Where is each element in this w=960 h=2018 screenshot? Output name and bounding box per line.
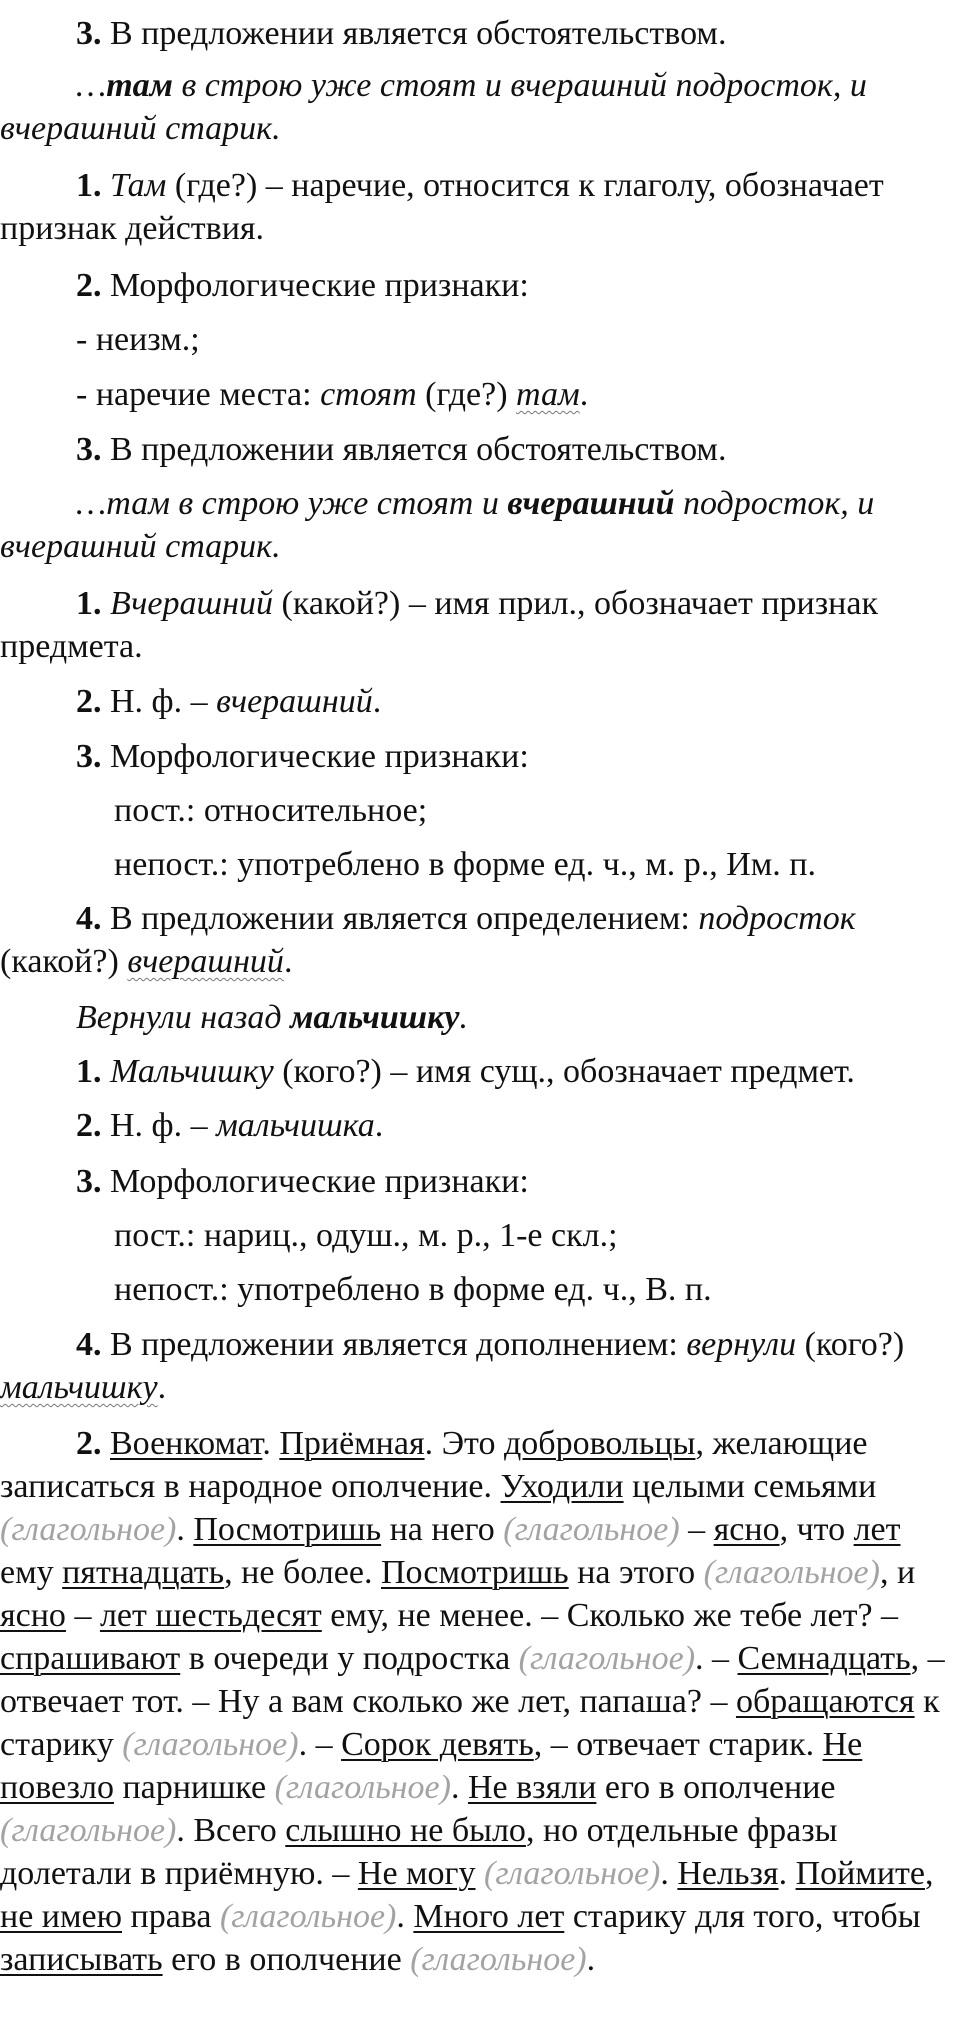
underlined-predicate: Много лет — [413, 1898, 565, 1935]
text: Морфологические признаки: — [101, 738, 529, 775]
underlined-predicate: Не могу — [357, 1855, 476, 1892]
highlighted-word: мальчишку — [290, 999, 460, 1036]
item-number: 3. — [76, 1163, 102, 1200]
text: . — [176, 1511, 194, 1548]
text: (где?) — [416, 376, 517, 413]
item-number: 1. — [76, 1053, 102, 1090]
underlined-predicate: спрашивают — [0, 1640, 181, 1677]
item-number: 4. — [76, 1326, 102, 1363]
text: , – отвечает тот. – Ну а вам сколько же лет, папаша? – — [0, 1640, 945, 1720]
underlined-predicate: обращаются — [735, 1683, 915, 1720]
sentence-type-note: (глагольное) — [410, 1941, 587, 1978]
text: . — [372, 683, 382, 720]
underlined-word: вчерашний — [127, 943, 284, 980]
sentence-type-note: (глагольное) — [503, 1511, 680, 1548]
word: Мальчишку — [110, 1053, 274, 1090]
word: стоят — [320, 376, 417, 413]
underlined-predicate: Нельзя — [677, 1855, 779, 1892]
paragraph — [0, 428, 956, 471]
text: ему — [0, 1554, 63, 1591]
text: В предложении является дополнением: — [101, 1326, 687, 1363]
item-number: 3. — [76, 431, 102, 468]
underlined-predicate: Уходили — [500, 1468, 624, 1505]
text: целыми семьями — [623, 1468, 877, 1505]
item-number: 4. — [76, 900, 102, 937]
sentence-type-note: (глагольное) — [518, 1640, 696, 1677]
underlined-predicate: ясно — [0, 1597, 66, 1634]
underlined-predicate: добровольцы — [503, 1425, 696, 1462]
text: В предложении является обстоятельством. — [101, 431, 727, 468]
text: ему, не менее. – Сколько же тебе лет? – — [321, 1597, 899, 1634]
text: пост.: нариц., одуш., м. р., 1-е скл.; — [114, 1217, 618, 1254]
text: – — [679, 1511, 714, 1548]
paragraph — [0, 12, 956, 55]
highlighted-word: вчерашний — [507, 485, 675, 522]
paragraph — [0, 264, 956, 307]
paragraph — [0, 318, 956, 361]
text: его в ополчение — [596, 1769, 836, 1806]
text: . — [374, 1107, 384, 1144]
item-number: 2. — [76, 267, 102, 304]
text: Н. ф. – — [101, 1107, 217, 1144]
text: . — [157, 1369, 167, 1406]
text: (где?) – наречие, относится к глаголу, обозначает признак действия. — [0, 167, 884, 247]
paragraph — [0, 897, 956, 983]
text: , но отдельные фразы долетали в приёмную. – — [0, 1812, 838, 1892]
underlined-predicate: Не взяли — [467, 1769, 597, 1806]
text: . – — [298, 1726, 342, 1763]
text: . — [459, 999, 468, 1036]
sentence-type-note: (глагольное) — [0, 1812, 177, 1849]
text: … — [76, 67, 107, 104]
paragraph — [0, 373, 956, 416]
text: - неизм.; — [76, 321, 200, 358]
underlined-word: там — [516, 376, 580, 413]
text: на этого — [568, 1554, 704, 1591]
text: старику для того, чтобы — [564, 1898, 921, 1935]
paragraph — [0, 1323, 956, 1409]
text: непост.: употреблено в форме ед. ч., В. п. — [114, 1271, 712, 1308]
text: в очереди у подростка — [180, 1640, 519, 1677]
text: (какой?) — [0, 943, 128, 980]
text: , не более. — [224, 1554, 381, 1591]
highlighted-word: там — [106, 67, 173, 104]
text: парнишке — [113, 1769, 275, 1806]
underlined-word: мальчишку — [0, 1369, 158, 1406]
underlined-predicate: пятнадцать — [62, 1554, 225, 1591]
word: Там — [110, 167, 167, 204]
text: (какой?) – имя прил., обозначает признак предмета. — [0, 585, 878, 665]
text: . — [262, 1425, 280, 1462]
text: . — [579, 376, 589, 413]
text: В предложении является обстоятельством. — [101, 15, 727, 52]
underlined-predicate: лет шестьдесят — [99, 1597, 322, 1634]
underlined-predicate: Поймите — [795, 1855, 925, 1892]
text: пост.: относительное; — [114, 792, 428, 829]
item-number: 1. — [76, 585, 102, 622]
text: права — [122, 1898, 220, 1935]
sentence-type-note: (глагольное) — [703, 1554, 880, 1591]
text: . — [778, 1855, 796, 1892]
text: , – отвечает старик. — [533, 1726, 823, 1763]
text: , — [924, 1855, 934, 1892]
item-number: 3. — [76, 15, 102, 52]
example-sentence — [0, 64, 956, 150]
text: непост.: употреблено в форме ед. ч., м. р., Им. п. — [114, 846, 816, 883]
underlined-predicate: Приёмная — [279, 1425, 425, 1462]
text: - наречие места: — [76, 376, 321, 413]
paragraph — [0, 1050, 956, 1093]
underlined-predicate: Семнадцать — [737, 1640, 911, 1677]
text: . Всего — [176, 1812, 286, 1849]
text: …там в строю уже стоят и — [76, 485, 508, 522]
word: Вчерашний — [110, 585, 274, 622]
paragraph — [0, 582, 956, 668]
text: . – — [695, 1640, 738, 1677]
text: Морфологические признаки: — [101, 1163, 529, 1200]
example-sentence — [0, 482, 956, 568]
word: мальчишка — [216, 1107, 375, 1144]
underlined-predicate: не имею — [0, 1898, 122, 1935]
item-number: 1. — [76, 167, 102, 204]
sentence-type-note: (глагольное) — [219, 1898, 397, 1935]
sentence-type-note: (глагольное) — [122, 1726, 299, 1763]
paragraph — [0, 843, 956, 886]
item-number: 2. — [76, 1107, 102, 1144]
example-sentence — [0, 996, 956, 1039]
word: вчерашний — [216, 683, 373, 720]
underlined-predicate: Не повезло — [0, 1726, 863, 1806]
item-number: 3. — [76, 738, 102, 775]
sentence-type-note: (глагольное) — [274, 1769, 451, 1806]
text: , и — [879, 1554, 916, 1591]
word: подросток — [698, 900, 856, 937]
underlined-predicate: ясно — [713, 1511, 780, 1548]
word: вернули — [686, 1326, 797, 1363]
underlined-predicate: Посмотришь — [380, 1554, 569, 1591]
underlined-predicate: Военкомат — [110, 1425, 263, 1462]
underlined-predicate: Сорок девять — [341, 1726, 534, 1763]
text: на него — [381, 1511, 504, 1548]
text: . — [586, 1941, 596, 1978]
text: . — [660, 1855, 678, 1892]
paragraph — [0, 735, 956, 778]
text: (кого?) — [796, 1326, 905, 1363]
paragraph — [0, 789, 956, 832]
text: в строю уже стоят и вчерашний подросток, и вчерашний старик. — [0, 67, 867, 147]
paragraph — [0, 164, 956, 250]
text: , что — [779, 1511, 854, 1548]
exercise-passage — [0, 1422, 956, 1981]
paragraph — [0, 1160, 956, 1203]
text: . — [396, 1898, 414, 1935]
text: . — [450, 1769, 468, 1806]
text: , желающие записаться в народное ополчение. — [0, 1425, 868, 1505]
text: подросток, и вчерашний старик. — [0, 485, 875, 565]
paragraph — [0, 1104, 956, 1147]
underlined-predicate: записывать — [0, 1941, 163, 1978]
text: Вернули назад — [76, 999, 291, 1036]
sentence-type-note: (глагольное) — [484, 1855, 661, 1892]
item-number: 2. — [76, 683, 102, 720]
sentence-type-note: (глагольное) — [0, 1511, 177, 1548]
underlined-predicate: Посмотришь — [193, 1511, 382, 1548]
text: его в ополчение — [162, 1941, 411, 1978]
underlined-predicate: лет — [853, 1511, 901, 1548]
item-number: 2. — [76, 1425, 102, 1462]
underlined-predicate: слышно не было — [285, 1812, 526, 1849]
text: (кого?) – имя сущ., обозначает предмет. — [273, 1053, 855, 1090]
text: В предложении является определением: — [101, 900, 699, 937]
paragraph — [0, 680, 956, 723]
paragraph — [0, 1214, 956, 1257]
text: к старику — [0, 1683, 940, 1763]
text: Морфологические признаки: — [101, 267, 529, 304]
text: . — [283, 943, 293, 980]
text: . Это — [424, 1425, 504, 1462]
text — [476, 1855, 485, 1892]
text: – — [65, 1597, 100, 1634]
text: Н. ф. – — [101, 683, 217, 720]
paragraph — [0, 1268, 956, 1311]
